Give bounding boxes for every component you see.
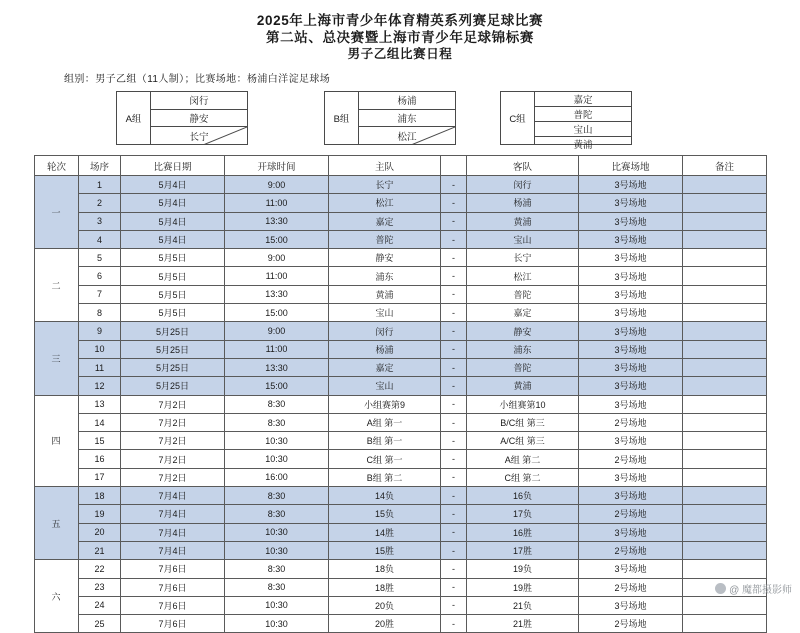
date-cell: 5月4日 [121,176,225,194]
table-row [35,578,767,596]
away-team-cell: 松江 [467,267,579,285]
vs-cell: - [441,267,467,285]
note-cell [683,523,767,541]
venue-cell: 2号场地 [579,578,683,596]
time-cell: 9:00 [225,322,329,340]
venue-cell: 2号场地 [579,541,683,559]
home-team-cell: 15胜 [329,541,441,559]
table-row [35,541,767,559]
time-cell: 8:30 [225,413,329,431]
document-titles [34,12,766,63]
schedule-table-body [35,176,767,633]
title-line-1: 2025年上海市青少年体育精英系列赛足球比赛 [256,13,544,28]
venue-cell: 3号场地 [579,304,683,322]
time-cell: 10:30 [225,432,329,450]
order-cell: 11 [79,358,121,376]
header-order: 场序 [79,156,121,176]
venue-cell: 3号场地 [579,596,683,614]
note-cell [683,468,767,486]
note-cell [683,615,767,633]
away-team-cell: 静安 [467,322,579,340]
group-c-team-1: 嘉定 [535,92,631,107]
venue-cell: 3号场地 [579,523,683,541]
round-cell: 四 [35,395,79,486]
venue-cell: 3号场地 [579,322,683,340]
home-team-cell: 宝山 [329,377,441,395]
table-row [35,358,767,376]
home-team-cell: B组 第二 [329,468,441,486]
round-cell: 六 [35,560,79,633]
date-cell: 5月4日 [121,212,225,230]
vs-cell: - [441,596,467,614]
time-cell: 13:30 [225,212,329,230]
away-team-cell: 16负 [467,487,579,505]
group-b-teams [359,92,455,144]
header-away: 客队 [467,156,579,176]
home-team-cell: C组 第一 [329,450,441,468]
order-cell: 3 [79,212,121,230]
time-cell: 11:00 [225,194,329,212]
group-b-team-3 [359,127,455,144]
home-team-cell: 长宁 [329,176,441,194]
time-cell: 10:30 [225,523,329,541]
date-cell: 5月5日 [121,304,225,322]
away-team-cell: 普陀 [467,358,579,376]
date-cell: 5月25日 [121,322,225,340]
table-row [35,249,767,267]
note-cell [683,304,767,322]
table-row [35,395,767,413]
header-vs [441,156,467,176]
venue-cell: 3号场地 [579,358,683,376]
date-cell: 7月4日 [121,505,225,523]
group-b-team-3-label: 松江 [397,131,417,143]
order-cell: 18 [79,487,121,505]
time-cell: 13:30 [225,358,329,376]
date-cell: 7月4日 [121,523,225,541]
table-row [35,432,767,450]
date-cell: 7月2日 [121,468,225,486]
note-cell [683,230,767,248]
header-time: 开球时间 [225,156,329,176]
time-cell: 8:30 [225,578,329,596]
table-row [35,304,767,322]
order-cell: 2 [79,194,121,212]
venue-cell: 3号场地 [579,395,683,413]
group-box-a [116,91,248,145]
date-cell: 5月25日 [121,377,225,395]
home-team-cell: 20负 [329,596,441,614]
time-cell: 10:30 [225,450,329,468]
group-a-team-2: 静安 [151,110,247,128]
table-row [35,322,767,340]
vs-cell: - [441,468,467,486]
order-cell: 12 [79,377,121,395]
watermark [715,581,792,596]
away-team-cell: 19负 [467,560,579,578]
vs-cell: - [441,304,467,322]
note-cell [683,176,767,194]
order-cell: 25 [79,615,121,633]
away-team-cell: 19胜 [467,578,579,596]
order-cell: 17 [79,468,121,486]
round-cell: 一 [35,176,79,249]
table-row [35,413,767,431]
away-team-cell: 21胜 [467,615,579,633]
vs-cell: - [441,560,467,578]
note-cell [683,560,767,578]
away-team-cell: 17负 [467,505,579,523]
home-team-cell: 黄浦 [329,285,441,303]
vs-cell: - [441,395,467,413]
date-cell: 5月5日 [121,267,225,285]
time-cell: 11:00 [225,267,329,285]
home-team-cell: 普陀 [329,230,441,248]
home-team-cell: 静安 [329,249,441,267]
header-date: 比赛日期 [121,156,225,176]
time-cell: 11:00 [225,340,329,358]
table-row [35,505,767,523]
group-b-label: B组 [325,92,359,144]
home-team-cell: 宝山 [329,304,441,322]
group-box-c [500,91,632,151]
home-team-cell: 18负 [329,560,441,578]
date-cell: 7月2日 [121,432,225,450]
order-cell: 19 [79,505,121,523]
vs-cell: - [441,505,467,523]
date-cell: 7月4日 [121,487,225,505]
away-team-cell: B/C组 第三 [467,413,579,431]
table-row [35,523,767,541]
vs-cell: - [441,541,467,559]
home-team-cell: 14负 [329,487,441,505]
venue-cell: 3号场地 [579,377,683,395]
time-cell: 8:30 [225,505,329,523]
away-team-cell: 17胜 [467,541,579,559]
table-row [35,230,767,248]
venue-cell: 3号场地 [579,230,683,248]
home-team-cell: 松江 [329,194,441,212]
away-team-cell: C组 第二 [467,468,579,486]
note-cell [683,194,767,212]
home-team-cell: B组 第一 [329,432,441,450]
home-team-cell: 14胜 [329,523,441,541]
home-team-cell: 闵行 [329,322,441,340]
header-home: 主队 [329,156,441,176]
time-cell: 10:30 [225,596,329,614]
venue-cell: 3号场地 [579,249,683,267]
time-cell: 16:00 [225,468,329,486]
note-cell [683,267,767,285]
home-team-cell: 嘉定 [329,212,441,230]
away-team-cell: A/C组 第三 [467,432,579,450]
date-cell: 5月4日 [121,194,225,212]
vs-cell: - [441,377,467,395]
note-cell [683,285,767,303]
date-cell: 5月5日 [121,285,225,303]
vs-cell: - [441,487,467,505]
watermark-logo-icon [715,583,726,594]
vs-cell: - [441,340,467,358]
date-cell: 7月6日 [121,596,225,614]
home-team-cell: 浦东 [329,267,441,285]
away-team-cell: 普陀 [467,285,579,303]
table-row [35,560,767,578]
vs-cell: - [441,285,467,303]
venue-cell: 3号场地 [579,212,683,230]
order-cell: 14 [79,413,121,431]
time-cell: 15:00 [225,377,329,395]
group-c-teams [535,92,631,151]
note-cell [683,596,767,614]
group-c-team-2: 普陀 [535,107,631,122]
away-team-cell: 杨浦 [467,194,579,212]
order-cell: 13 [79,395,121,413]
vs-cell: - [441,578,467,596]
table-row [35,176,767,194]
header-venue: 比赛场地 [579,156,683,176]
date-cell: 7月6日 [121,578,225,596]
vs-cell: - [441,432,467,450]
time-cell: 15:00 [225,230,329,248]
time-cell: 8:30 [225,395,329,413]
time-cell: 15:00 [225,304,329,322]
table-row [35,267,767,285]
vs-cell: - [441,450,467,468]
group-a-label: A组 [117,92,151,144]
venue-cell: 3号场地 [579,487,683,505]
home-team-cell: 小组赛第9 [329,395,441,413]
group-a-team-1: 闵行 [151,92,247,110]
title-line-2: 第二站、总决赛暨上海市青少年足球锦标赛 [266,30,534,45]
table-row [35,487,767,505]
note-cell [683,358,767,376]
table-row [35,615,767,633]
away-team-cell: 黄浦 [467,377,579,395]
note-cell [683,541,767,559]
date-cell: 7月4日 [121,541,225,559]
order-cell: 5 [79,249,121,267]
order-cell: 20 [79,523,121,541]
venue-cell: 3号场地 [579,468,683,486]
venue-cell: 2号场地 [579,505,683,523]
venue-cell: 2号场地 [579,450,683,468]
schedule-table [34,155,767,633]
venue-cell: 3号场地 [579,432,683,450]
venue-cell: 3号场地 [579,285,683,303]
group-c-team-3: 宝山 [535,122,631,137]
venue-cell: 3号场地 [579,176,683,194]
order-cell: 7 [79,285,121,303]
vs-cell: - [441,194,467,212]
order-cell: 6 [79,267,121,285]
date-cell: 7月6日 [121,560,225,578]
group-b-team-2: 浦东 [359,110,455,128]
group-a-teams [151,92,247,144]
venue-cell: 2号场地 [579,413,683,431]
vs-cell: - [441,230,467,248]
round-cell: 五 [35,487,79,560]
note-cell [683,450,767,468]
vs-cell: - [441,413,467,431]
time-cell: 8:30 [225,487,329,505]
note-cell [683,377,767,395]
order-cell: 10 [79,340,121,358]
group-box-b [324,91,456,145]
order-cell: 16 [79,450,121,468]
date-cell: 5月25日 [121,340,225,358]
round-cell: 二 [35,249,79,322]
diagonal-line-icon [151,127,247,144]
away-team-cell: 嘉定 [467,304,579,322]
time-cell: 10:30 [225,541,329,559]
table-header-row [35,156,767,176]
order-cell: 8 [79,304,121,322]
vs-cell: - [441,176,467,194]
order-cell: 9 [79,322,121,340]
note-cell [683,322,767,340]
date-cell: 7月6日 [121,615,225,633]
header-round: 轮次 [35,156,79,176]
home-team-cell: A组 第一 [329,413,441,431]
note-cell [683,432,767,450]
vs-cell: - [441,523,467,541]
away-team-cell: 宝山 [467,230,579,248]
table-row [35,596,767,614]
home-team-cell: 20胜 [329,615,441,633]
group-c-label: C组 [501,92,535,144]
note-cell [683,413,767,431]
date-cell: 7月2日 [121,395,225,413]
away-team-cell: 闵行 [467,176,579,194]
header-note: 备注 [683,156,767,176]
venue-cell: 3号场地 [579,194,683,212]
venue-cell: 2号场地 [579,615,683,633]
round-cell: 三 [35,322,79,395]
time-cell: 13:30 [225,285,329,303]
table-row [35,212,767,230]
group-a-team-3-label: 长宁 [189,131,209,143]
group-boxes [34,91,766,149]
watermark-text: @ 魔都摄影师 [729,585,792,596]
group-b-team-1: 杨浦 [359,92,455,110]
diagonal-line-icon [359,127,455,144]
note-cell [683,395,767,413]
date-cell: 5月4日 [121,230,225,248]
home-team-cell: 杨浦 [329,340,441,358]
order-cell: 22 [79,560,121,578]
date-cell: 7月2日 [121,450,225,468]
date-cell: 5月5日 [121,249,225,267]
home-team-cell: 嘉定 [329,358,441,376]
date-cell: 5月25日 [121,358,225,376]
order-cell: 1 [79,176,121,194]
group-c-team-4: 黄浦 [573,140,593,151]
away-team-cell: 21负 [467,596,579,614]
order-cell: 24 [79,596,121,614]
order-cell: 4 [79,230,121,248]
date-cell: 7月2日 [121,413,225,431]
away-team-cell: 浦东 [467,340,579,358]
group-a-team-3 [151,127,247,144]
order-cell: 21 [79,541,121,559]
order-cell: 23 [79,578,121,596]
note-cell [683,212,767,230]
time-cell: 10:30 [225,615,329,633]
table-row [35,377,767,395]
venue-cell: 3号场地 [579,267,683,285]
vs-cell: - [441,322,467,340]
table-row [35,450,767,468]
vs-cell: - [441,249,467,267]
away-team-cell: 黄浦 [467,212,579,230]
note-cell [683,505,767,523]
table-row [35,285,767,303]
home-team-cell: 18胜 [329,578,441,596]
note-cell [683,249,767,267]
table-row [35,194,767,212]
note-cell [683,340,767,358]
away-team-cell: 16胜 [467,523,579,541]
note-cell [683,487,767,505]
vs-cell: - [441,615,467,633]
table-row [35,468,767,486]
away-team-cell: 长宁 [467,249,579,267]
home-team-cell: 15负 [329,505,441,523]
title-line-3: 男子乙组比赛日程 [347,47,453,61]
table-row [35,340,767,358]
vs-cell: - [441,358,467,376]
order-cell: 15 [79,432,121,450]
away-team-cell: 小组赛第10 [467,395,579,413]
group-and-venue-info: 组别：男子乙组（11人制）；比赛场地：杨浦白洋淀足球场 [64,74,331,85]
venue-cell: 3号场地 [579,340,683,358]
time-cell: 9:00 [225,249,329,267]
venue-cell: 3号场地 [579,560,683,578]
away-team-cell: A组 第二 [467,450,579,468]
time-cell: 8:30 [225,560,329,578]
time-cell: 9:00 [225,176,329,194]
vs-cell: - [441,212,467,230]
